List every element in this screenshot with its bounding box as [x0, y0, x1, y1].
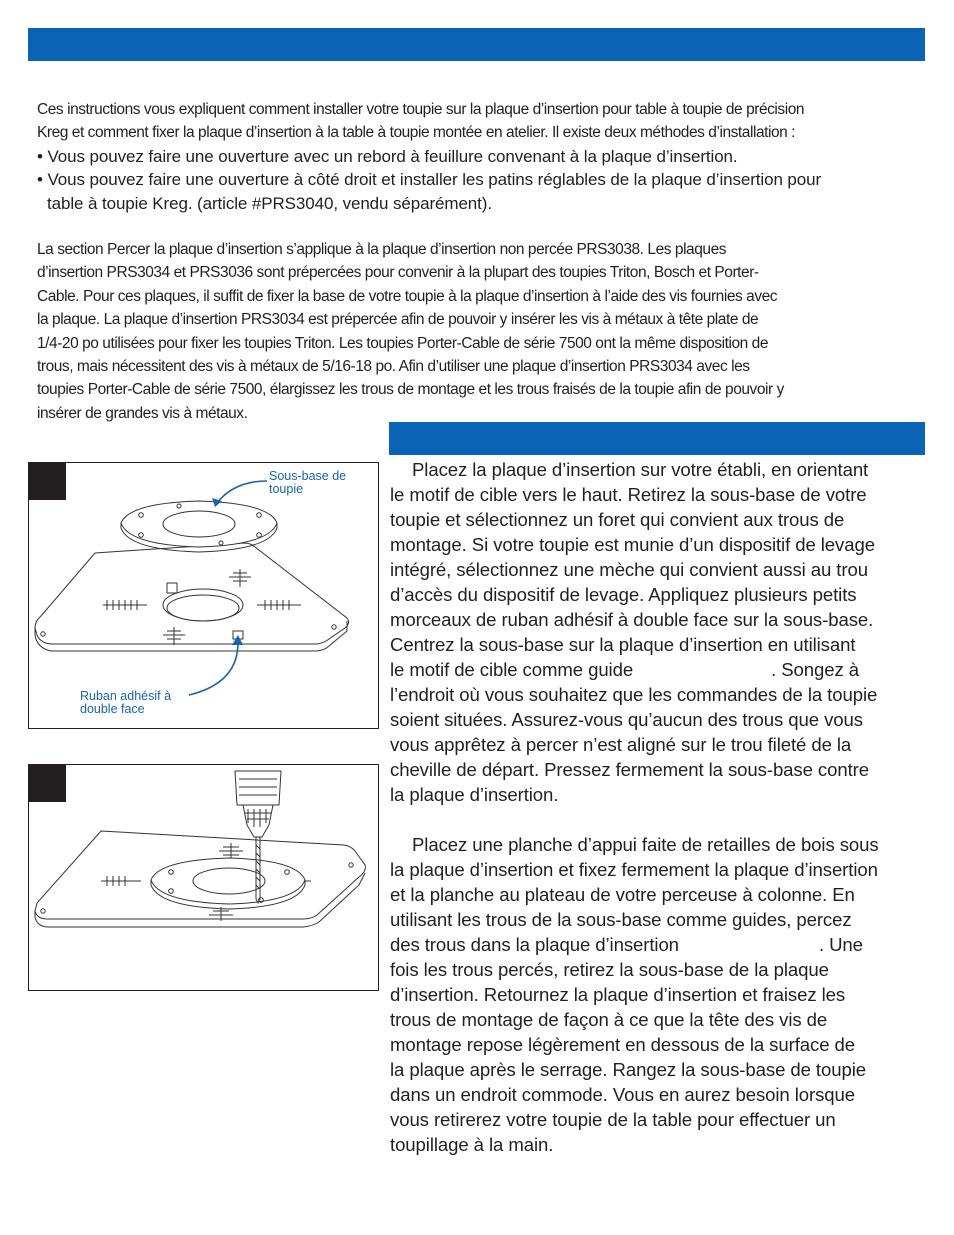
figure-1-drawing: [29, 463, 377, 727]
step-line: toupie et sélectionnez un foret qui convient aux trous de: [390, 509, 845, 530]
step-line: cheville de départ. Pressez fermement la sous-base contre: [390, 759, 870, 780]
callout-double-sided-tape: Ruban adhésif à double face: [80, 689, 172, 716]
figure-1-number-badge: [29, 463, 66, 500]
step-instructions: [390, 457, 930, 1157]
step-line: d’insertion. Retournez la plaque d’insertion et fraisez les: [390, 984, 846, 1005]
step-line: utilisant les trous de la sous-base comme guides, percez: [390, 909, 852, 930]
step-line: et la planche au plateau de votre perceuse à colonne. En: [390, 884, 855, 905]
figure-2-number-badge: [29, 765, 66, 802]
intro-line: trous, mais nécessitent des vis à métaux de 5/16-18 po. Afin d’utiliser une plaque d’insertion PRS3034 avec les: [37, 358, 750, 376]
header-bar: [28, 28, 925, 61]
step-line: . Une: [818, 934, 863, 955]
figure-2-illustration: [28, 764, 379, 991]
bullet-2-line-1: • Vous pouvez faire une ouverture à côté droit et installer les patins réglables de la plaque d’insertion pour: [37, 170, 822, 190]
step-line: dans un endroit commode. Vous en aurez besoin lorsque: [390, 1084, 856, 1105]
step-line: l’endroit où vous souhaitez que les commandes de la toupie: [390, 684, 878, 705]
step-line: vous retirerez votre toupie de la table pour effectuer un: [390, 1109, 836, 1130]
intro-line: La section Percer la plaque d’insertion s’applique à la plaque d’insertion non percée PRS3038. Les plaques: [37, 241, 727, 258]
intro-line: Ces instructions vous expliquent comment installer votre toupie sur la plaque d’insertion pour table à toupie de précision: [37, 101, 805, 118]
step-line: vous apprêtez à percer n’est aligné sur le trou fileté de la: [390, 734, 852, 755]
intro-line: d’insertion PRS3034 et PRS3036 sont prépercées pour convenir à la plupart des toupies Triton, Bosch et Porter-: [37, 264, 759, 282]
step-line: montage. Si votre toupie est munie d’un dispositif de levage: [390, 534, 875, 555]
step-line: montage repose légèrement en dessous de la surface de: [390, 1034, 856, 1055]
intro-line: 1/4-20 po utilisées pour fixer les toupies Triton. Les toupies Porter-Cable de série 7500 ont la même disposition de: [37, 334, 768, 352]
step-line: Placez une planche d’appui faite de retailles de bois sous: [412, 834, 879, 855]
section-header-bar: [389, 422, 925, 455]
step-line: la plaque après le serrage. Rangez la sous-base de toupie: [390, 1059, 866, 1080]
figure-1-illustration: [28, 462, 379, 729]
step-line: . Songez à: [771, 659, 859, 680]
figure-2-drawing: [29, 765, 377, 989]
intro-line: Kreg et comment fixer la plaque d’insertion à la table à toupie montée en atelier. Il existe deux méthodes d’installation :: [37, 124, 796, 142]
step-line: la plaque d’insertion et fixez fermement la plaque d’insertion: [390, 859, 878, 880]
drill-body: [235, 771, 281, 805]
step-line: intégré, sélectionnez une mèche qui convient aussi au trou: [390, 559, 868, 580]
step-line: la plaque d’insertion.: [390, 784, 559, 805]
step-1-text: [390, 457, 930, 807]
step-line: le motif de cible comme guide: [390, 659, 634, 680]
step-line: trous de montage de façon à ce que la tête des vis de: [390, 1009, 828, 1030]
intro-line: toupies Porter-Cable de série 7500, élargissez les trous de montage et les trous fraisés de la toupie afin de pouvoir y: [37, 381, 784, 399]
router-subbase: [151, 858, 305, 904]
intro-line: la plaque. La plaque d’insertion PRS3034 est prépercée afin de pouvoir y insérer les vis à métaux à tête plate de: [37, 311, 759, 329]
step-line: fois les trous percés, retirez la sous-base de la plaque: [390, 959, 829, 980]
step-line: soient situées. Assurez-vous qu’aucun des trous que vous: [390, 709, 863, 730]
step-line: Centrez la sous-base sur la plaque d’insertion en utilisant: [390, 634, 856, 655]
step-line: d’accès du dispositif de levage. Appliquez plusieurs petits: [390, 584, 857, 605]
insert-plate: [35, 543, 349, 644]
router-subbase: [121, 501, 277, 547]
intro-line: insérer de grandes vis à métaux.: [37, 404, 248, 422]
intro-line: Cable. Pour ces plaques, il suffit de fixer la base de votre toupie à la plaque d’insertion à l’aide des vis fournies avec: [37, 287, 778, 305]
step-line: morceaux de ruban adhésif à double face sur la sous-base.: [390, 609, 874, 630]
step-line: toupillage à la main.: [390, 1134, 554, 1155]
callout-router-subbase: Sous-base de toupie: [269, 469, 347, 496]
bullet-2-line-2: table à toupie Kreg. (article #PRS3040, vendu séparément).: [47, 193, 492, 213]
step-line: des trous dans la plaque d’insertion: [390, 934, 679, 955]
step-line: Placez la plaque d’insertion sur votre établi, en orientant: [412, 459, 869, 480]
step-2-text: [390, 832, 930, 1157]
bullet-1: • Vous pouvez faire une ouverture avec un rebord à feuillure convenant à la plaque d’insertion.: [37, 146, 738, 166]
step-line: le motif de cible vers le haut. Retirez la sous-base de votre: [390, 484, 867, 505]
intro-paragraph-1: [37, 98, 927, 215]
intro-paragraph-2: [37, 238, 927, 425]
